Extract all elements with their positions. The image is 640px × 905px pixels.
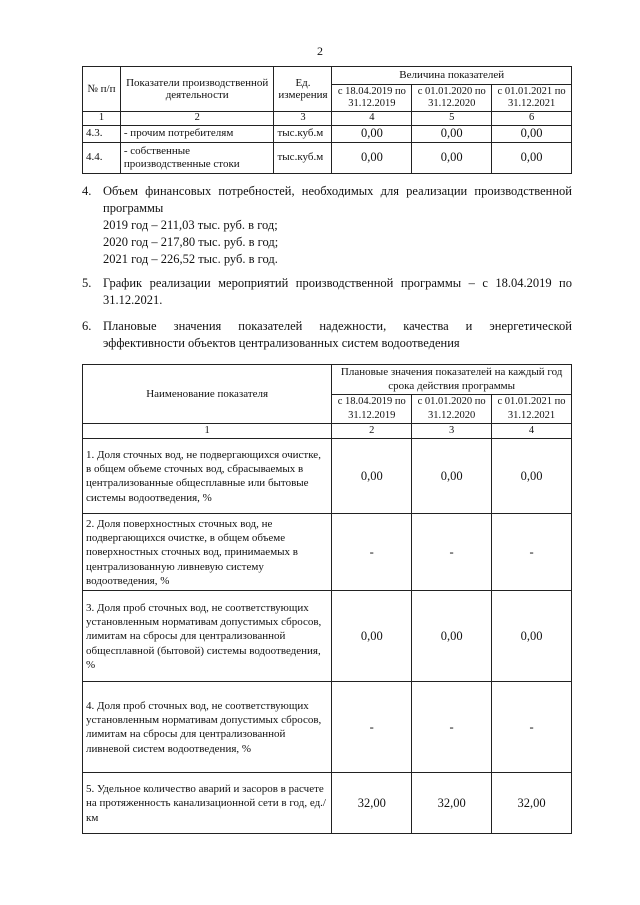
header-name: Наименование показателя [83, 365, 332, 424]
indicator-name: 5. Удельное количество аварий и засоров в расчете на протяженность канализационной сети в год, ед./км [83, 773, 332, 834]
indicator-value: - [492, 514, 572, 591]
section-5-text: График реализации мероприятий производственной программы – с 18.04.2019 по 31.12.2021. [103, 276, 572, 307]
indicator-value: 0,00 [492, 439, 572, 514]
row-name: - прочим потребителям [120, 125, 274, 142]
indicator-value: 0,00 [332, 591, 412, 682]
section-6-text: Плановые значения показателей надежности, качества и энергетической эффективности объектов централизованных систем водоотведения [103, 319, 572, 350]
funding-2021: 2021 год – 226,52 тыс. руб. в год. [103, 252, 278, 266]
section-6-marker: 6. [82, 319, 92, 333]
indicator-value: - [492, 682, 572, 773]
indicator-value: 0,00 [412, 439, 492, 514]
indicator-value: - [412, 682, 492, 773]
indicator-name: 2. Доля поверхностных сточных вод, не подвергающихся очистке, в общем объеме поверхностных сточных вод, принимаемых в централизованную ливневую систему водоотведения, % [83, 514, 332, 591]
column-number: 3 [412, 424, 492, 439]
header-period-2: с 01.01.2020 по 31.12.2020 [412, 85, 492, 112]
indicator-value: - [412, 514, 492, 591]
header-period-3: с 01.01.2021 по 31.12.2021 [492, 85, 572, 112]
indicator-value: 0,00 [492, 591, 572, 682]
indicator-value: 32,00 [332, 773, 412, 834]
header-period-3: с 01.01.2021 по 31.12.2021 [492, 394, 572, 424]
row-value: 0,00 [332, 142, 412, 173]
header-period-2: с 01.01.2020 по 31.12.2020 [412, 394, 492, 424]
indicator-name: 1. Доля сточных вод, не подвергающихся очистке, в общем объеме сточных вод, сбрасываемых в централизованные общесплавные или бытовые системы водоотведения, % [83, 439, 332, 514]
row-value: 0,00 [492, 125, 572, 142]
header-unit: Ед. измерения [274, 67, 332, 112]
production-indicators-table [82, 66, 572, 174]
indicator-value: 32,00 [412, 773, 492, 834]
header-period-1: с 18.04.2019 по 31.12.2019 [332, 85, 412, 112]
section-4 [84, 183, 572, 268]
header-indicators: Показатели производственной деятельности [120, 67, 274, 112]
page-number: 2 [317, 44, 323, 58]
column-number: 5 [412, 112, 492, 126]
row-unit: тыс.куб.м [274, 125, 332, 142]
indicator-value: 0,00 [332, 439, 412, 514]
indicator-value: - [332, 682, 412, 773]
section-4-text: Объем финансовых потребностей, необходимых для реализации производственной программы [103, 184, 572, 215]
column-number: 2 [332, 424, 412, 439]
row-unit: тыс.куб.м [274, 142, 332, 173]
table-row [83, 142, 572, 173]
reliability-indicators-table [82, 364, 572, 834]
indicator-value: 32,00 [492, 773, 572, 834]
section-5 [84, 275, 572, 309]
column-number: 2 [120, 112, 274, 126]
column-number: 4 [332, 112, 412, 126]
table-row [83, 773, 572, 834]
row-value: 0,00 [492, 142, 572, 173]
indicator-value: - [332, 514, 412, 591]
header-period-1: с 18.04.2019 по 31.12.2019 [332, 394, 412, 424]
table-row [83, 514, 572, 591]
column-number: 1 [83, 112, 121, 126]
row-value: 0,00 [332, 125, 412, 142]
indicator-name: 3. Доля проб сточных вод, не соответствующих установленным нормативам допустимых сбросов, лимитам на сбросы для централизованной общесплавной (бытовой) системы водоотведения, % [83, 591, 332, 682]
header-num: № п/п [83, 67, 121, 112]
section-6 [84, 318, 572, 352]
funding-lines [84, 217, 572, 268]
header-values-group: Величина показателей [332, 67, 572, 85]
table-row [83, 439, 572, 514]
indicator-value: 0,00 [412, 591, 492, 682]
table-row [83, 125, 572, 142]
section-4-marker: 4. [82, 184, 92, 198]
row-value: 0,00 [412, 125, 492, 142]
table-row [83, 682, 572, 773]
indicator-name: 4. Доля проб сточных вод, не соответствующих установленным нормативам допустимых сбросов, лимитам на сбросы для централизованной ливневой систем водоотведения, % [83, 682, 332, 773]
funding-2019: 2019 год – 211,03 тыс. руб. в год; [103, 218, 278, 232]
column-number: 1 [83, 424, 332, 439]
header-plan-group: Плановые значения показателей на каждый год срока действия программы [332, 365, 572, 395]
section-5-marker: 5. [82, 276, 92, 290]
row-num: 4.3. [83, 125, 121, 142]
table-row [83, 591, 572, 682]
row-num: 4.4. [83, 142, 121, 173]
column-number: 6 [492, 112, 572, 126]
row-name: - собственные производственные стоки [120, 142, 274, 173]
column-number: 3 [274, 112, 332, 126]
row-value: 0,00 [412, 142, 492, 173]
funding-2020: 2020 год – 217,80 тыс. руб. в год; [103, 235, 279, 249]
column-number: 4 [492, 424, 572, 439]
